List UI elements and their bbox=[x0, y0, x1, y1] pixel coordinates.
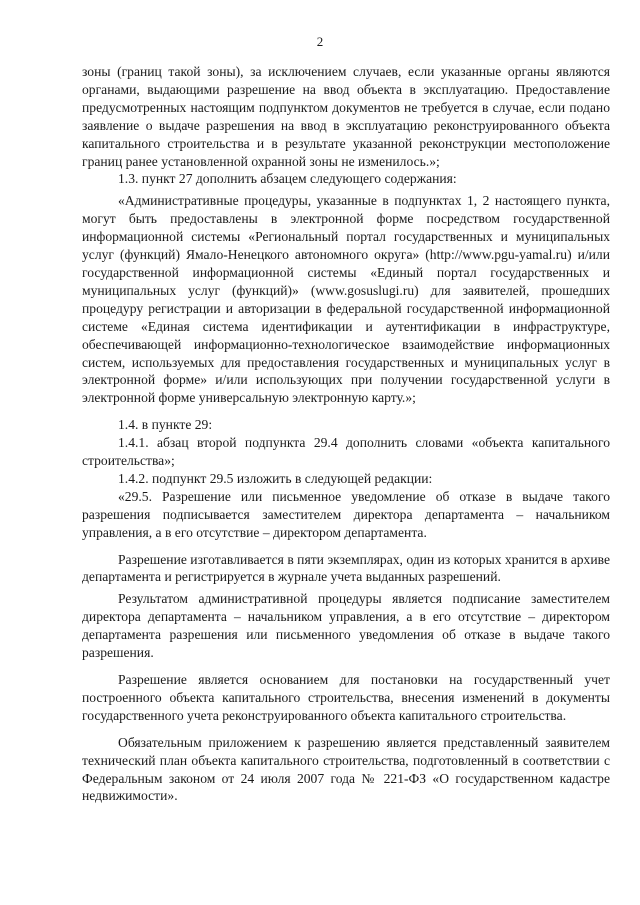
page-number: 2 bbox=[316, 34, 324, 49]
paragraph-copies: Разрешение изготавливается в пяти экземплярах, один из которых хранится в архиве департамента и регистрируется в журнале учета выданных разрешений. bbox=[82, 551, 610, 585]
paragraph-item-1-4-1: 1.4.1. абзац второй подпункта 29.4 дополнить словами «объекта капитального строительства»; bbox=[82, 435, 610, 469]
paragraph-basis: Разрешение является основанием для постановки на государственный учет построенного объекта капитального строительства, внесения изменений в документы государственного учета реконструированного объекта капитального строительства. bbox=[82, 672, 610, 723]
paragraph-result: Результатом административной процедуры является подписание заместителем директора департамента – начальником управления, а в его отсутствие – директором департамента разрешения или письменного уведомления об отказе в выдаче такого разрешения. bbox=[82, 591, 610, 661]
paragraph-attachment: Обязательным приложением к разрешению является представленный заявителем технический план объекта капитального строительства, подготовленный в соответствии с Федеральным законом от 24 июля 2007 года № 221-ФЗ «О государственном кадастре недвижимости». bbox=[82, 734, 610, 804]
paragraph-quote-29-5: «29.5. Разрешение или письменное уведомление об отказе в выдаче такого разрешения подписывается заместителем директора департамента – начальником управления, а в его отсутствие – директором департамента. bbox=[82, 488, 610, 540]
document-body bbox=[82, 63, 610, 805]
paragraph-item-1-3: 1.3. пункт 27 дополнить абзацем следующего содержания: bbox=[118, 171, 457, 187]
paragraph-item-1-4: 1.4. в пункте 29: bbox=[118, 417, 213, 433]
paragraph-quote-administrative: «Административные процедуры, указанные в подпунктах 1, 2 настоящего пункта, могут быть предоставлены в электронной форме посредством государственной информационной системы «Региональный портал государственных и муниципальных услуг (функций) Ямало-Ненецкого автономного округа» (http://www.pgu-yamal.ru) и/или государственной информационной системы «Единый портал государственных и муниципальных услуг (функций)» (www.gosuslugi.ru) для заявителей, прошедших процедуру регистрации и авторизации в федеральной государственной информационной системе «Единая система идентификации и аутентификации в инфраструктуре, обеспечивающей информационно-технологическое взаимодействие информационных систем, используемых для предоставления государственных и муниципальных услуг в электронной форме» и/или использующих при получении государственной услуги в электронной форме универсальную электронную карту.»; bbox=[82, 193, 610, 406]
paragraph-item-1-4-2: 1.4.2. подпункт 29.5 изложить в следующей редакции: bbox=[118, 470, 433, 486]
paragraph-continuation: зоны (границ такой зоны), за исключением случаев, если указанные органы являются органами, выдающими разрешение на ввод объекта в эксплуатацию. Предоставление предусмотренных настоящим подпунктом документов не требуется в случае, если подано заявление о выдаче разрешения на ввод в эксплуатацию реконструированного объекта капитального строительства и в результате указанной реконструкции местоположение границ ранее установленной охранной зоны не изменилось.»; bbox=[82, 64, 610, 169]
